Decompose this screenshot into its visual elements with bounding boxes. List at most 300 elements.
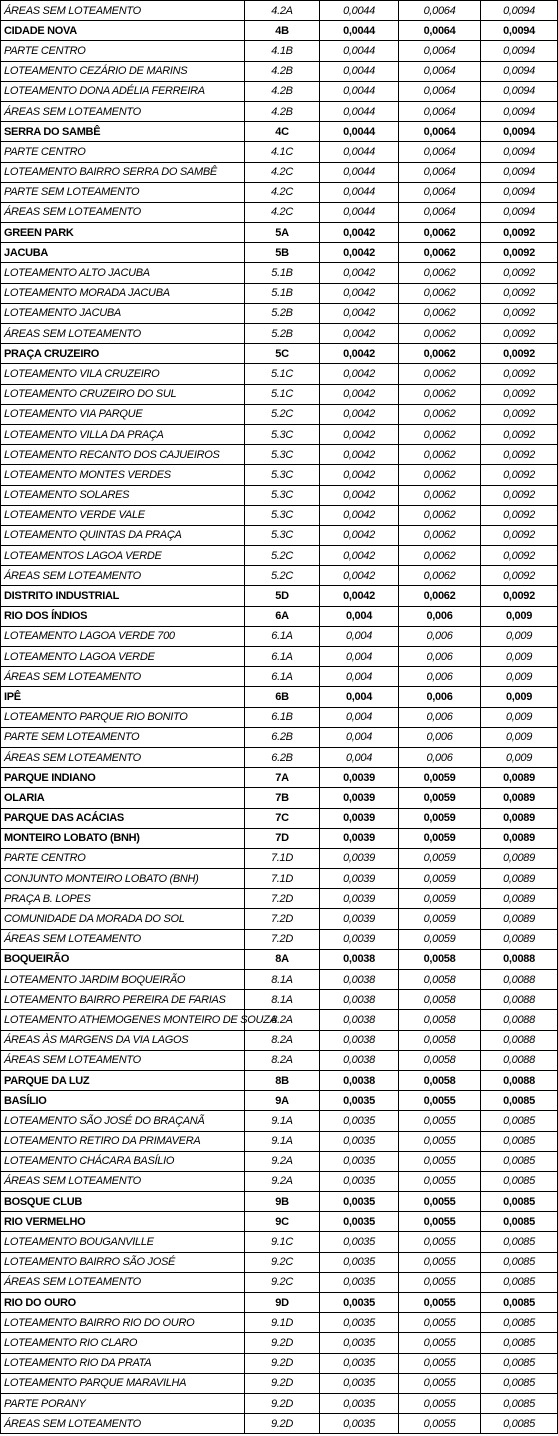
rate-3-cell: 0,0088 (481, 1030, 558, 1050)
locality-name-cell: LOTEAMENTO CHÁCARA BASÍLIO (1, 1151, 245, 1171)
rate-2-cell: 0,0062 (399, 424, 481, 444)
neighborhood-row (1, 788, 558, 808)
rate-1-cell: 0,0035 (320, 1131, 399, 1151)
rate-2-cell: 0,0058 (399, 970, 481, 990)
rate-2-cell: 0,0062 (399, 384, 481, 404)
rate-1-cell: 0,0038 (320, 1070, 399, 1090)
rate-3-cell: 0,0089 (481, 909, 558, 929)
zone-code-cell: 5.3C (245, 505, 320, 525)
zone-code-cell: 7.1D (245, 869, 320, 889)
rate-3-cell: 0,0094 (481, 162, 558, 182)
subdivision-row (1, 1333, 558, 1353)
subdivision-row (1, 1030, 558, 1050)
subdivision-row (1, 1111, 558, 1131)
zone-code-cell: 9D (245, 1293, 320, 1313)
rate-2-cell: 0,0064 (399, 142, 481, 162)
rate-1-cell: 0,0042 (320, 243, 399, 263)
rate-3-cell: 0,0092 (481, 525, 558, 545)
rate-2-cell: 0,0064 (399, 182, 481, 202)
locality-name-cell: PARQUE DA LUZ (1, 1070, 245, 1090)
rate-3-cell: 0,0092 (481, 223, 558, 243)
rate-3-cell: 0,009 (481, 606, 558, 626)
rate-1-cell: 0,0042 (320, 324, 399, 344)
rate-2-cell: 0,0064 (399, 162, 481, 182)
subdivision-row (1, 1010, 558, 1030)
rate-3-cell: 0,0092 (481, 243, 558, 263)
zone-code-cell: 9.1C (245, 1232, 320, 1252)
rate-2-cell: 0,0055 (399, 1232, 481, 1252)
locality-name-cell: JACUBA (1, 243, 245, 263)
rate-3-cell: 0,0085 (481, 1111, 558, 1131)
rate-1-cell: 0,004 (320, 647, 399, 667)
rate-2-cell: 0,0059 (399, 909, 481, 929)
zone-code-cell: 5.2C (245, 404, 320, 424)
zone-code-cell: 9B (245, 1192, 320, 1212)
rate-2-cell: 0,006 (399, 727, 481, 747)
zone-code-cell: 8.1A (245, 990, 320, 1010)
subdivision-row (1, 202, 558, 222)
rate-3-cell: 0,0092 (481, 566, 558, 586)
subdivision-row (1, 1171, 558, 1191)
locality-name-cell: OLARIA (1, 788, 245, 808)
rate-3-cell: 0,0089 (481, 788, 558, 808)
rate-2-cell: 0,0062 (399, 566, 481, 586)
rate-1-cell: 0,0042 (320, 223, 399, 243)
zone-code-cell: 9.2D (245, 1373, 320, 1393)
zone-code-cell: 5.2B (245, 303, 320, 323)
rate-2-cell: 0,0055 (399, 1192, 481, 1212)
locality-name-cell: LOTEAMENTO VILLA DA PRAÇA (1, 424, 245, 444)
rate-2-cell: 0,0064 (399, 101, 481, 121)
rate-1-cell: 0,0035 (320, 1313, 399, 1333)
subdivision-row (1, 970, 558, 990)
subdivision-row (1, 727, 558, 747)
rate-1-cell: 0,0044 (320, 162, 399, 182)
rate-1-cell: 0,0044 (320, 1, 399, 21)
rate-1-cell: 0,0039 (320, 808, 399, 828)
locality-name-cell: MONTEIRO LOBATO (BNH) (1, 828, 245, 848)
rate-1-cell: 0,0035 (320, 1171, 399, 1191)
subdivision-row (1, 909, 558, 929)
zone-code-cell: 4.2B (245, 61, 320, 81)
rate-3-cell: 0,0085 (481, 1353, 558, 1373)
rate-1-cell: 0,0042 (320, 424, 399, 444)
zone-code-cell: 5D (245, 586, 320, 606)
zone-code-cell: 4.1C (245, 142, 320, 162)
rate-1-cell: 0,0044 (320, 61, 399, 81)
rate-2-cell: 0,006 (399, 687, 481, 707)
locality-name-cell: RIO VERMELHO (1, 1212, 245, 1232)
rate-1-cell: 0,0042 (320, 364, 399, 384)
rate-2-cell: 0,0062 (399, 303, 481, 323)
rate-2-cell: 0,0059 (399, 828, 481, 848)
rate-1-cell: 0,004 (320, 727, 399, 747)
zone-code-cell: 5B (245, 243, 320, 263)
zone-code-cell: 5C (245, 344, 320, 364)
subdivision-row (1, 404, 558, 424)
rate-1-cell: 0,0044 (320, 182, 399, 202)
rate-2-cell: 0,0055 (399, 1091, 481, 1111)
rate-2-cell: 0,0064 (399, 61, 481, 81)
rate-1-cell: 0,0039 (320, 869, 399, 889)
rate-3-cell: 0,0089 (481, 869, 558, 889)
locality-name-cell: LOTEAMENTOS LAGOA VERDE (1, 546, 245, 566)
rate-1-cell: 0,0039 (320, 929, 399, 949)
rate-2-cell: 0,0064 (399, 202, 481, 222)
locality-name-cell: LOTEAMENTO RETIRO DA PRIMAVERA (1, 1131, 245, 1151)
rate-1-cell: 0,004 (320, 687, 399, 707)
locality-name-cell: LOTEAMENTO VERDE VALE (1, 505, 245, 525)
rate-2-cell: 0,0058 (399, 990, 481, 1010)
rate-1-cell: 0,0044 (320, 101, 399, 121)
rate-2-cell: 0,0055 (399, 1272, 481, 1292)
locality-name-cell: LOTEAMENTO CRUZEIRO DO SUL (1, 384, 245, 404)
rate-1-cell: 0,0044 (320, 21, 399, 41)
zone-code-cell: 4.2C (245, 202, 320, 222)
zone-code-cell: 8.2A (245, 1050, 320, 1070)
zone-code-cell: 9.2D (245, 1393, 320, 1413)
subdivision-row (1, 263, 558, 283)
locality-name-cell: PARTE CENTRO (1, 41, 245, 61)
locality-name-cell: LOTEAMENTO DONA ADÉLIA FERREIRA (1, 81, 245, 101)
table-body (1, 1, 558, 1434)
rate-2-cell: 0,0062 (399, 485, 481, 505)
rate-1-cell: 0,0044 (320, 202, 399, 222)
rate-3-cell: 0,0085 (481, 1393, 558, 1413)
subdivision-row (1, 929, 558, 949)
locality-name-cell: PARTE SEM LOTEAMENTO (1, 727, 245, 747)
zone-code-cell: 5.1C (245, 364, 320, 384)
subdivision-row (1, 667, 558, 687)
locality-name-cell: ÁREAS SEM LOTEAMENTO (1, 1, 245, 21)
rate-3-cell: 0,0094 (481, 81, 558, 101)
locality-name-cell: ÁREAS SEM LOTEAMENTO (1, 929, 245, 949)
subdivision-row (1, 424, 558, 444)
rate-3-cell: 0,0092 (481, 465, 558, 485)
rate-1-cell: 0,004 (320, 707, 399, 727)
rate-3-cell: 0,0085 (481, 1212, 558, 1232)
rate-2-cell: 0,0055 (399, 1111, 481, 1131)
rate-2-cell: 0,0062 (399, 223, 481, 243)
zone-code-cell: 9.2D (245, 1333, 320, 1353)
rate-1-cell: 0,0035 (320, 1293, 399, 1313)
zone-code-cell: 6.1A (245, 626, 320, 646)
zone-code-cell: 5.1B (245, 283, 320, 303)
rate-1-cell: 0,0039 (320, 909, 399, 929)
rate-3-cell: 0,0085 (481, 1414, 558, 1434)
subdivision-row (1, 505, 558, 525)
locality-name-cell: LOTEAMENTO ATHEMOGENES MONTEIRO DE SOUZA (1, 1010, 245, 1030)
rate-1-cell: 0,0035 (320, 1111, 399, 1131)
rate-3-cell: 0,0092 (481, 445, 558, 465)
rate-2-cell: 0,0055 (399, 1252, 481, 1272)
rate-3-cell: 0,009 (481, 647, 558, 667)
rate-2-cell: 0,0062 (399, 404, 481, 424)
rate-1-cell: 0,0039 (320, 788, 399, 808)
locality-name-cell: LOTEAMENTO ALTO JACUBA (1, 263, 245, 283)
rate-1-cell: 0,0044 (320, 142, 399, 162)
rate-3-cell: 0,0088 (481, 949, 558, 969)
zone-code-cell: 7B (245, 788, 320, 808)
locality-name-cell: PARTE SEM LOTEAMENTO (1, 182, 245, 202)
rate-2-cell: 0,0058 (399, 1070, 481, 1090)
locality-name-cell: LOTEAMENTO VIA PARQUE (1, 404, 245, 424)
rate-1-cell: 0,0035 (320, 1091, 399, 1111)
subdivision-row (1, 465, 558, 485)
subdivision-row (1, 1313, 558, 1333)
subdivision-row (1, 485, 558, 505)
zone-code-cell: 4.1B (245, 41, 320, 61)
rate-1-cell: 0,0035 (320, 1252, 399, 1272)
subdivision-row (1, 626, 558, 646)
zone-code-cell: 5.1B (245, 263, 320, 283)
locality-name-cell: LOTEAMENTO BAIRRO SERRA DO SAMBÊ (1, 162, 245, 182)
rate-3-cell: 0,0085 (481, 1171, 558, 1191)
rate-2-cell: 0,0062 (399, 263, 481, 283)
zone-code-cell: 5.3C (245, 465, 320, 485)
zone-code-cell: 6.1A (245, 647, 320, 667)
zone-code-cell: 7.2D (245, 889, 320, 909)
locality-name-cell: LOTEAMENTO PARQUE MARAVILHA (1, 1373, 245, 1393)
rate-3-cell: 0,0085 (481, 1313, 558, 1333)
zone-code-cell: 5.3C (245, 525, 320, 545)
rate-3-cell: 0,0092 (481, 586, 558, 606)
subdivision-row (1, 142, 558, 162)
subdivision-row (1, 889, 558, 909)
subdivision-row (1, 445, 558, 465)
rate-1-cell: 0,0042 (320, 303, 399, 323)
neighborhood-row (1, 1192, 558, 1212)
subdivision-row (1, 1393, 558, 1413)
subdivision-row (1, 41, 558, 61)
rate-1-cell: 0,0042 (320, 445, 399, 465)
neighborhood-row (1, 1293, 558, 1313)
zone-code-cell: 4.2B (245, 101, 320, 121)
rate-1-cell: 0,0042 (320, 465, 399, 485)
rate-1-cell: 0,0044 (320, 41, 399, 61)
rate-3-cell: 0,009 (481, 727, 558, 747)
zone-code-cell: 6B (245, 687, 320, 707)
zone-code-cell: 6.1B (245, 707, 320, 727)
subdivision-row (1, 747, 558, 767)
rate-2-cell: 0,006 (399, 667, 481, 687)
zone-code-cell: 6.1A (245, 667, 320, 687)
locality-name-cell: LOTEAMENTO BOUGANVILLE (1, 1232, 245, 1252)
rate-1-cell: 0,0035 (320, 1272, 399, 1292)
locality-name-cell: LOTEAMENTO SOLARES (1, 485, 245, 505)
neighborhood-row (1, 808, 558, 828)
rate-1-cell: 0,0035 (320, 1212, 399, 1232)
zone-code-cell: 8B (245, 1070, 320, 1090)
rate-2-cell: 0,0055 (399, 1293, 481, 1313)
rate-2-cell: 0,0059 (399, 929, 481, 949)
locality-name-cell: ÁREAS SEM LOTEAMENTO (1, 747, 245, 767)
neighborhood-row (1, 606, 558, 626)
rate-3-cell: 0,0094 (481, 122, 558, 142)
locality-name-cell: LOTEAMENTO BAIRRO RIO DO OURO (1, 1313, 245, 1333)
subdivision-row (1, 1151, 558, 1171)
neighborhood-row (1, 687, 558, 707)
neighborhood-row (1, 1212, 558, 1232)
rate-2-cell: 0,006 (399, 606, 481, 626)
locality-name-cell: LOTEAMENTO RIO DA PRATA (1, 1353, 245, 1373)
zone-code-cell: 9.2A (245, 1171, 320, 1191)
locality-name-cell: LOTEAMENTO LAGOA VERDE (1, 647, 245, 667)
locality-name-cell: ÁREAS SEM LOTEAMENTO (1, 1414, 245, 1434)
locality-name-cell: IPÊ (1, 687, 245, 707)
rate-3-cell: 0,0094 (481, 1, 558, 21)
rate-3-cell: 0,0094 (481, 101, 558, 121)
rate-1-cell: 0,0038 (320, 949, 399, 969)
subdivision-row (1, 647, 558, 667)
rate-1-cell: 0,0035 (320, 1151, 399, 1171)
locality-name-cell: ÁREAS SEM LOTEAMENTO (1, 202, 245, 222)
rate-3-cell: 0,009 (481, 707, 558, 727)
rate-1-cell: 0,0042 (320, 586, 399, 606)
locality-name-cell: LOTEAMENTO RECANTO DOS CAJUEIROS (1, 445, 245, 465)
locality-name-cell: PRAÇA B. LOPES (1, 889, 245, 909)
locality-name-cell: LOTEAMENTO PARQUE RIO BONITO (1, 707, 245, 727)
rate-2-cell: 0,0064 (399, 1, 481, 21)
zone-code-cell: 6A (245, 606, 320, 626)
rate-3-cell: 0,0085 (481, 1151, 558, 1171)
rate-3-cell: 0,0085 (481, 1373, 558, 1393)
rate-3-cell: 0,0085 (481, 1091, 558, 1111)
subdivision-row (1, 303, 558, 323)
rate-3-cell: 0,0092 (481, 485, 558, 505)
locality-name-cell: LOTEAMENTO SÃO JOSÉ DO BRAÇANÃ (1, 1111, 245, 1131)
locality-name-cell: RIO DOS ÍNDIOS (1, 606, 245, 626)
zone-code-cell: 4.2C (245, 162, 320, 182)
zone-code-cell: 9.2A (245, 1151, 320, 1171)
locality-name-cell: LOTEAMENTO JARDIM BOQUEIRÃO (1, 970, 245, 990)
zone-code-cell: 9.1A (245, 1131, 320, 1151)
locality-name-cell: LOTEAMENTO MORADA JACUBA (1, 283, 245, 303)
zone-code-cell: 5.3C (245, 445, 320, 465)
rate-2-cell: 0,0058 (399, 1050, 481, 1070)
locality-name-cell: LOTEAMENTO JACUBA (1, 303, 245, 323)
zone-code-cell: 7A (245, 768, 320, 788)
rate-1-cell: 0,004 (320, 667, 399, 687)
locality-name-cell: LOTEAMENTO QUINTAS DA PRAÇA (1, 525, 245, 545)
subdivision-row (1, 1373, 558, 1393)
rate-2-cell: 0,0055 (399, 1414, 481, 1434)
rate-3-cell: 0,0089 (481, 768, 558, 788)
rate-2-cell: 0,0062 (399, 364, 481, 384)
rate-2-cell: 0,0062 (399, 465, 481, 485)
zone-code-cell: 7C (245, 808, 320, 828)
locality-name-cell: ÁREAS SEM LOTEAMENTO (1, 1272, 245, 1292)
neighborhood-row (1, 223, 558, 243)
subdivision-row (1, 546, 558, 566)
locality-name-cell: LOTEAMENTO BAIRRO SÃO JOSÉ (1, 1252, 245, 1272)
rate-3-cell: 0,0094 (481, 21, 558, 41)
zone-code-cell: 9A (245, 1091, 320, 1111)
zone-code-cell: 6.2B (245, 747, 320, 767)
zone-code-cell: 5.2C (245, 546, 320, 566)
rate-1-cell: 0,0042 (320, 263, 399, 283)
rate-3-cell: 0,0094 (481, 142, 558, 162)
rate-3-cell: 0,0085 (481, 1333, 558, 1353)
subdivision-row (1, 566, 558, 586)
zone-code-cell: 9.2D (245, 1353, 320, 1373)
rate-2-cell: 0,0059 (399, 768, 481, 788)
locality-name-cell: ÁREAS ÀS MARGENS DA VIA LAGOS (1, 1030, 245, 1050)
rate-2-cell: 0,0058 (399, 1030, 481, 1050)
subdivision-row (1, 283, 558, 303)
subdivision-row (1, 525, 558, 545)
zone-code-cell: 7D (245, 828, 320, 848)
rate-3-cell: 0,0092 (481, 283, 558, 303)
rate-3-cell: 0,0094 (481, 41, 558, 61)
zone-code-cell: 9.2C (245, 1252, 320, 1272)
zone-code-cell: 7.2D (245, 909, 320, 929)
rate-3-cell: 0,0094 (481, 202, 558, 222)
rate-3-cell: 0,009 (481, 626, 558, 646)
zone-code-cell: 4.2B (245, 81, 320, 101)
zone-code-cell: 8A (245, 949, 320, 969)
rate-1-cell: 0,0035 (320, 1353, 399, 1373)
rate-3-cell: 0,0089 (481, 828, 558, 848)
locality-name-cell: ÁREAS SEM LOTEAMENTO (1, 566, 245, 586)
rate-2-cell: 0,0062 (399, 546, 481, 566)
zone-code-cell: 4C (245, 122, 320, 142)
neighborhood-row (1, 122, 558, 142)
zone-code-cell: 5.1C (245, 384, 320, 404)
subdivision-row (1, 869, 558, 889)
rate-2-cell: 0,0055 (399, 1373, 481, 1393)
rate-1-cell: 0,0035 (320, 1192, 399, 1212)
locality-name-cell: GREEN PARK (1, 223, 245, 243)
rate-1-cell: 0,0035 (320, 1393, 399, 1413)
rate-2-cell: 0,006 (399, 647, 481, 667)
rate-1-cell: 0,0042 (320, 283, 399, 303)
rate-2-cell: 0,0062 (399, 505, 481, 525)
neighborhood-row (1, 768, 558, 788)
rate-3-cell: 0,0089 (481, 889, 558, 909)
rate-1-cell: 0,0035 (320, 1232, 399, 1252)
rate-1-cell: 0,0042 (320, 485, 399, 505)
rate-3-cell: 0,0092 (481, 384, 558, 404)
rate-3-cell: 0,0088 (481, 1070, 558, 1090)
rate-2-cell: 0,0055 (399, 1151, 481, 1171)
rate-2-cell: 0,0059 (399, 808, 481, 828)
neighborhood-row (1, 243, 558, 263)
subdivision-row (1, 384, 558, 404)
zone-code-cell: 4.2C (245, 182, 320, 202)
locality-name-cell: RIO DO OURO (1, 1293, 245, 1313)
rate-3-cell: 0,0085 (481, 1272, 558, 1292)
neighborhood-row (1, 586, 558, 606)
rate-3-cell: 0,0092 (481, 344, 558, 364)
zone-code-cell: 5A (245, 223, 320, 243)
rate-2-cell: 0,0055 (399, 1333, 481, 1353)
locality-name-cell: BOSQUE CLUB (1, 1192, 245, 1212)
locality-name-cell: PARTE PORANY (1, 1393, 245, 1413)
rate-1-cell: 0,0038 (320, 970, 399, 990)
locality-name-cell: PARTE CENTRO (1, 848, 245, 868)
subdivision-row (1, 1232, 558, 1252)
rate-2-cell: 0,0055 (399, 1353, 481, 1373)
rate-2-cell: 0,0064 (399, 122, 481, 142)
zone-code-cell: 8.2A (245, 1010, 320, 1030)
locality-name-cell: ÁREAS SEM LOTEAMENTO (1, 1050, 245, 1070)
rate-2-cell: 0,0059 (399, 788, 481, 808)
rate-2-cell: 0,0062 (399, 324, 481, 344)
locality-name-cell: LOTEAMENTO VILA CRUZEIRO (1, 364, 245, 384)
subdivision-row (1, 1353, 558, 1373)
rate-1-cell: 0,0044 (320, 122, 399, 142)
